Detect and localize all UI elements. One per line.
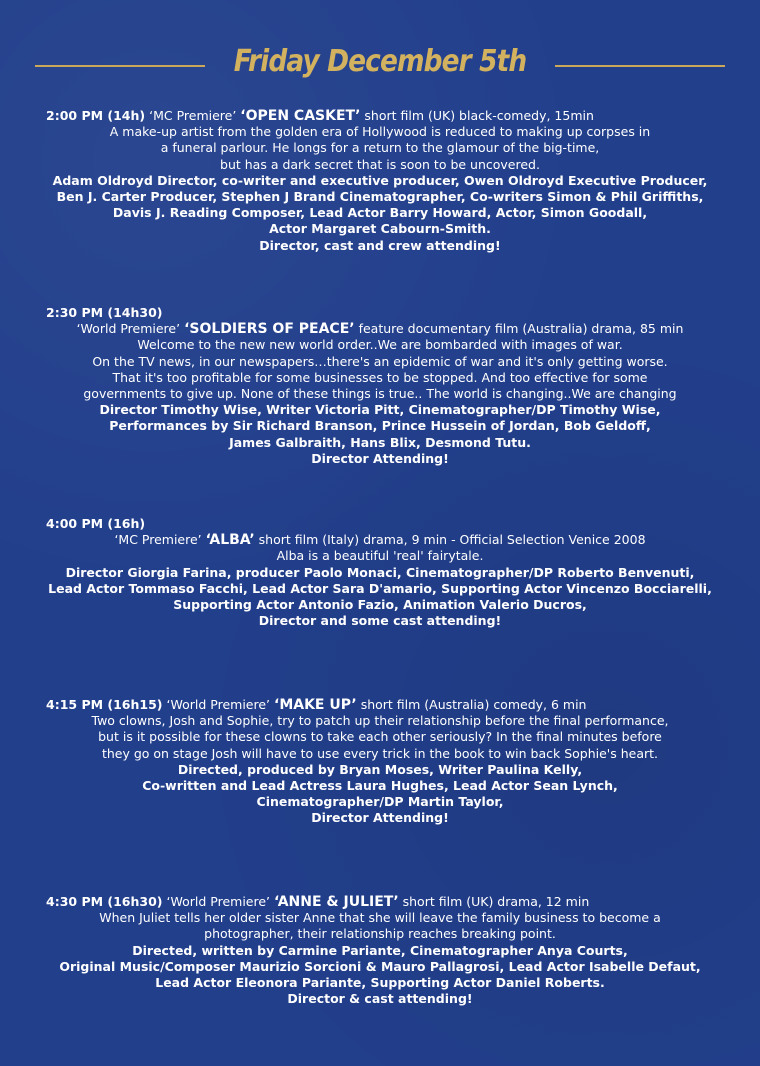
event-heading bbox=[0, 321, 760, 337]
credits-line: Performances by Sir Richard Branson, Prince Hussein of Jordan, Bob Geldoff, bbox=[109, 418, 651, 434]
synopsis-line: That it's too profitable for some businesses to be stopped. And too effective for some bbox=[112, 369, 648, 385]
credits-line: James Galbraith, Hans Blix, Desmond Tutu. bbox=[229, 434, 531, 450]
event-credits bbox=[0, 565, 760, 630]
synopsis-line: Alba is a beautiful 'real' fairytale. bbox=[276, 548, 484, 564]
synopsis-line: a funeral parlour. He longs for a return to the glamour of the big-time, bbox=[160, 140, 600, 156]
credits-line: Directed, produced by Bryan Moses, Writer Paulina Kelly, bbox=[177, 761, 583, 777]
event-premiere: ‘World Premiere’ bbox=[166, 894, 271, 909]
event-credits bbox=[0, 402, 760, 467]
credits-line: Co-written and Lead Actress Laura Hughes, Lead Actor Sean Lynch, bbox=[142, 778, 618, 794]
credits-line: Lead Actor Eleonora Pariante, Supporting Actor Daniel Roberts. bbox=[155, 975, 605, 991]
credits-line: Cinematographer/DP Martin Taylor, bbox=[256, 794, 504, 810]
synopsis-line: Welcome to the new new world order..We are bombarded with images of war. bbox=[137, 337, 623, 353]
attendance-note: Director, cast and crew attending! bbox=[259, 237, 501, 253]
credits-line: Directed, written by Carmine Pariante, Cinematographer Anya Courts, bbox=[132, 942, 628, 958]
credits-line: Director Timothy Wise, Writer Victoria Pitt, Cinematographer/DP Timothy Wise, bbox=[99, 402, 661, 418]
event-heading bbox=[0, 108, 760, 124]
page-header bbox=[0, 40, 760, 90]
event-heading bbox=[0, 697, 760, 713]
event-heading bbox=[0, 532, 760, 548]
event-film-title: ‘OPEN CASKET’ bbox=[240, 108, 361, 124]
synopsis-line: they go on stage Josh will have to use every trick in the book to win back Sophie's heart. bbox=[101, 745, 659, 761]
synopsis-line: but is it possible for these clowns to take each other seriously? In the final minutes before bbox=[98, 729, 662, 745]
event-details: short film (Australia) comedy, 6 min bbox=[360, 697, 587, 712]
event-film-title: ‘MAKE UP’ bbox=[274, 697, 357, 713]
attendance-note: Director & cast attending! bbox=[287, 991, 473, 1007]
event-details: short film (UK) black-comedy, 15min bbox=[364, 108, 594, 123]
event-details: short film (Italy) drama, 9 min - Official Selection Venice 2008 bbox=[258, 532, 646, 548]
credits-line: Adam Oldroyd Director, co-writer and executive producer, Owen Oldroyd Executive Producer, bbox=[52, 172, 708, 188]
synopsis-line: Two clowns, Josh and Sophie, try to patch up their relationship before the final performance, bbox=[91, 713, 669, 729]
event-anne-and-juliet bbox=[0, 894, 760, 1007]
credits-line: Director Giorgia Farina, producer Paolo Monaci, Cinematographer/DP Roberto Benvenuti, bbox=[65, 564, 695, 580]
event-credits bbox=[0, 762, 760, 827]
event-credits bbox=[0, 943, 760, 1008]
attendance-note: Director and some cast attending! bbox=[258, 613, 502, 629]
credits-line: Original Music/Composer Maurizio Sorcioni & Mauro Pallagrosi, Lead Actor Isabelle Defaut, bbox=[59, 958, 701, 974]
event-open-casket bbox=[0, 108, 760, 254]
synopsis-line: On the TV news, in our newspapers…there's an epidemic of war and it's only getting worse. bbox=[92, 353, 668, 369]
event-film-title: ‘ALBA’ bbox=[205, 532, 255, 549]
synopsis-line: but has a dark secret that is soon to be uncovered. bbox=[220, 156, 540, 172]
event-time: 4:00 PM (16h) bbox=[46, 516, 146, 531]
credits-line: Supporting Actor Antonio Fazio, Animation Valerio Ducros, bbox=[173, 597, 587, 613]
event-soldiers-of-peace bbox=[0, 305, 760, 467]
event-alba bbox=[0, 516, 760, 629]
synopsis-line: photographer, their relationship reaches breaking point. bbox=[204, 926, 556, 942]
synopsis-line: When Juliet tells her older sister Anne that she will leave the family business to become a bbox=[99, 910, 661, 926]
attendance-note: Director Attending! bbox=[311, 450, 449, 466]
page-title: Friday December 5th bbox=[233, 44, 527, 79]
event-time: 4:30 PM (16h30) bbox=[46, 894, 163, 909]
credits-line: Ben J. Carter Producer, Stephen J Brand Cinematographer, Co-writers Simon & Phil Griffiths, bbox=[56, 189, 704, 205]
event-film-title: ‘ANNE & JULIET’ bbox=[274, 894, 399, 910]
event-time: 2:30 PM (14h30) bbox=[46, 305, 163, 320]
event-film-title: ‘SOLDIERS OF PEACE’ bbox=[184, 321, 355, 338]
event-premiere: ‘MC Premiere’ bbox=[149, 108, 237, 123]
event-premiere: ‘World Premiere’ bbox=[76, 321, 181, 337]
synopsis-line: governments to give up. None of these things is true.. The world is changing..We are changing bbox=[83, 386, 677, 402]
event-credits bbox=[0, 173, 760, 254]
header-rule-right bbox=[555, 65, 725, 67]
event-details: feature documentary film (Australia) drama, 85 min bbox=[358, 321, 684, 337]
event-premiere: ‘MC Premiere’ bbox=[114, 532, 202, 548]
event-make-up bbox=[0, 697, 760, 827]
event-time: 4:15 PM (16h15) bbox=[46, 697, 163, 712]
event-heading bbox=[0, 894, 760, 910]
header-rule-left bbox=[35, 65, 205, 67]
credits-line: Actor Margaret Cabourn-Smith. bbox=[269, 221, 491, 237]
attendance-note: Director Attending! bbox=[311, 810, 449, 826]
event-premiere: ‘World Premiere’ bbox=[166, 697, 271, 712]
credits-line: Davis J. Reading Composer, Lead Actor Barry Howard, Actor, Simon Goodall, bbox=[112, 205, 648, 221]
synopsis-line: A make-up artist from the golden era of Hollywood is reduced to making up corpses in bbox=[109, 124, 651, 140]
credits-line: Lead Actor Tommaso Facchi, Lead Actor Sara D'amario, Supporting Actor Vincenzo Bocciarelli, bbox=[48, 580, 712, 596]
event-time: 2:00 PM (14h) bbox=[46, 108, 146, 123]
event-details: short film (UK) drama, 12 min bbox=[402, 894, 590, 909]
